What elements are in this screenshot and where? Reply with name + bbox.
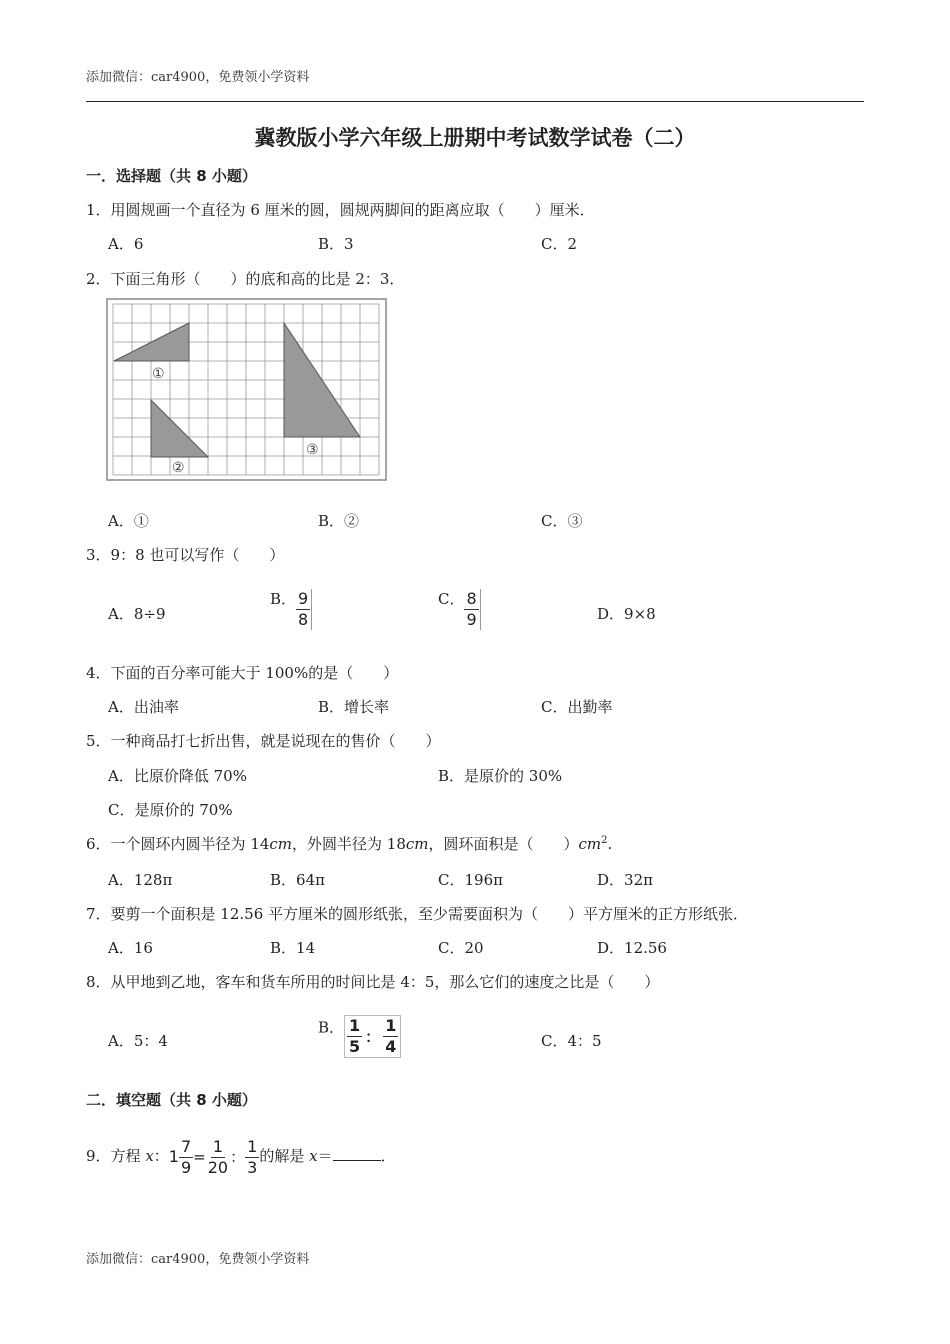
question-2-stem: 2．下面三角形（ ）的底和高的比是 2：3． [86, 270, 405, 288]
q7-option-c[interactable]: C．20 [438, 939, 484, 957]
q5-option-a[interactable]: A．比原价降低 70% [108, 767, 247, 785]
q8-option-c[interactable]: C．4：5 [541, 1032, 602, 1050]
q9-fraction-2: $\frac{1}{20}$ [207, 1136, 229, 1177]
q7-option-d[interactable]: D．12.56 [597, 939, 667, 957]
q8-option-a[interactable]: A．5：4 [108, 1032, 168, 1050]
q3-option-b[interactable] [270, 588, 312, 630]
question-6-stem: 6．一个圆环内圆半径为 14cm，外圆半径为 18cm，圆环面积是（ ）$cm^2$. [86, 835, 613, 853]
q3-option-c[interactable] [438, 588, 481, 630]
q1-option-a[interactable]: A．6 [108, 235, 144, 253]
q1-option-c[interactable]: C．2 [541, 235, 578, 253]
q8-option-b-fraction-2: $\frac{1}{4}$ [385, 1016, 397, 1056]
page-title: 冀教版小学六年级上册期中考试数学试卷（二） [254, 126, 696, 150]
q6-option-a[interactable]: A．128π [108, 871, 173, 889]
q4-option-a[interactable]: A．出油率 [108, 698, 179, 716]
question-8-stem: 8．从甲地到乙地，客车和货车所用的时间比是 4：5，那么它们的速度之比是（ ） [86, 973, 660, 991]
q6-option-b[interactable]: B．64π [270, 871, 325, 889]
question-7-stem: 7．要剪一个面积是 12.56 平方厘米的圆形纸张，至少需要面积为（ ）平方厘米的正方形纸张． [86, 905, 749, 923]
triangle-2-label: ② [172, 460, 185, 476]
section-1-heading: 一．选择题（共 8 小题） [86, 167, 257, 185]
q7-option-a[interactable]: A．16 [108, 939, 153, 957]
q3-option-b-prefix: B． [270, 590, 297, 608]
question-5-stem: 5．一种商品打七折出售，就是说现在的售价（ ） [86, 732, 441, 750]
triangle-grid-figure [106, 298, 388, 482]
q3-option-a[interactable]: A．8÷9 [108, 605, 166, 623]
q6-option-d[interactable]: D．32π [597, 871, 653, 889]
q3-option-b-fraction: $\frac{9}{8}$ [298, 589, 309, 629]
q9-fraction-3: $\frac{1}{3}$ [247, 1136, 258, 1177]
header-text: 添加微信：car4900，免费领小学资料 [86, 70, 310, 85]
question-4-stem: 4．下面的百分率可能大于 100%的是（ ） [86, 664, 399, 682]
q2-option-b[interactable]: B．② [318, 512, 360, 530]
q5-option-b[interactable]: B．是原价的 30% [438, 767, 563, 785]
q3-option-d[interactable]: D．9×8 [597, 605, 656, 623]
q3-option-c-prefix: C． [438, 590, 465, 608]
triangle-1-label: ① [152, 366, 165, 382]
q3-option-c-fraction: $\frac{8}{9}$ [466, 589, 477, 629]
q1-option-b[interactable]: B．3 [318, 235, 354, 253]
footer-text: 添加微信：car4900，免费领小学资料 [86, 1252, 310, 1267]
section-2-heading: 二．填空题（共 8 小题） [86, 1091, 257, 1109]
q4-option-b[interactable]: B．增长率 [318, 698, 390, 716]
q2-option-c[interactable]: C．③ [541, 512, 583, 530]
q8-option-b-fraction-1: $\frac{1}{5}$ [349, 1016, 361, 1056]
q8-option-b[interactable]: B． $\frac{1}{5}$ ： $\frac{1}{4}$ [318, 1015, 401, 1058]
q5-option-c[interactable]: C．是原价的 70% [108, 801, 233, 819]
q2-option-a[interactable]: A．① [108, 512, 149, 530]
triangle-3-label: ③ [306, 442, 319, 458]
question-9-stem: 9．方程 x：1 $\frac{7}{9}$ = $\frac{1}{20}$ ： $\frac{1}{3}$ 的解是 x＝ ． [86, 1136, 396, 1177]
q4-option-c[interactable]: C．出勤率 [541, 698, 613, 716]
q6-option-c[interactable]: C．196π [438, 871, 503, 889]
q9-answer-blank[interactable] [333, 1145, 381, 1161]
q7-option-b[interactable]: B．14 [270, 939, 316, 957]
q9-fraction-1: $\frac{7}{9}$ [180, 1136, 192, 1177]
question-1-stem: 1．用圆规画一个直径为 6 厘米的圆，圆规两脚间的距离应取（ ）厘米． [86, 201, 595, 219]
header-rule [86, 101, 864, 102]
question-3-stem: 3．9：8 也可以写作（ ） [86, 546, 285, 564]
